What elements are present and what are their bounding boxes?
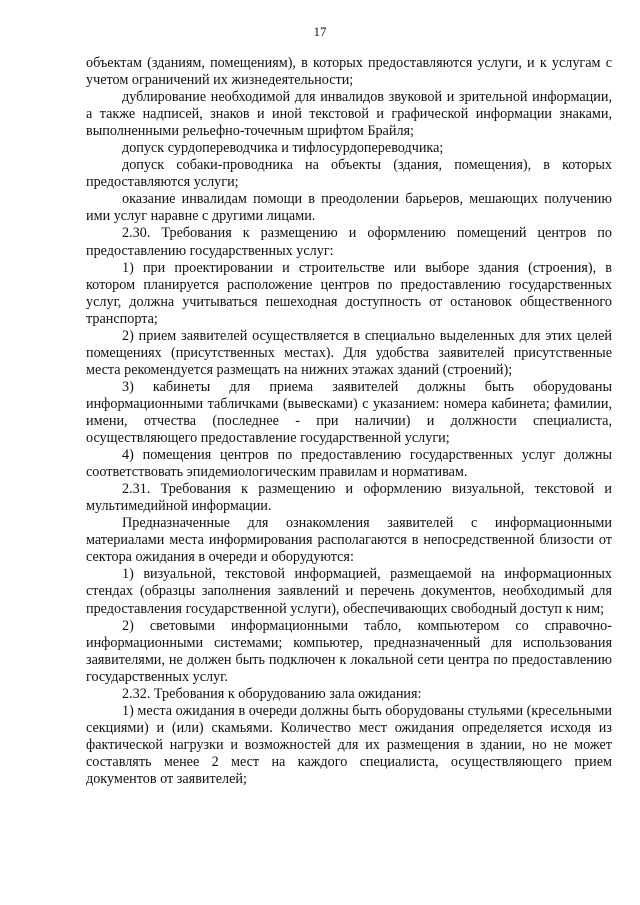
paragraph: 2) световыми информационными табло, компьютером со справочно-информационными системами; компьютер, предназначенный для использования заявителями, не должен быть подключен к локальной сети центра по предоставлению государственных услуг. [86, 617, 612, 685]
paragraph: 3) кабинеты для приема заявителей должны быть оборудованы информационными табличками (вывесками) с указанием: номера кабинета; фамилии, имени, отчества (последнее - при наличии) и должности специалиста, осуществляющего предоставление государственной услуги; [86, 378, 612, 447]
paragraph: 2) прием заявителей осуществляется в специально выделенных для этих целей помещениях (присутственных местах). Для удобства заявителей присутственные места рекомендуется размещать на нижних этажах зданий (строений); [86, 327, 612, 378]
section-heading-2-30: 2.30. Требования к размещению и оформлению помещений центров по предоставлению государственных услуг: [86, 225, 612, 259]
document-body [86, 55, 612, 788]
paragraph: 1) места ожидания в очереди должны быть оборудованы стульями (кресельными секциями) и (или) скамьями. Количество мест ожидания определяется исходя из фактической нагрузки и возможностей для их размещения в здании, но не может составлять менее 2 мест на каждого специалиста, осуществляющего прием документов от заявителей; [86, 702, 612, 787]
paragraph: объектам (зданиям, помещениям), в которых предоставляются услуги, и к услугам с учетом ограничений их жизнедеятельности; [86, 55, 612, 89]
paragraph: 4) помещения центров по предоставлению государственных услуг должны соответствовать эпидемиологическим правилам и нормативам. [86, 447, 612, 481]
paragraph: дублирование необходимой для инвалидов звуковой и зрительной информации, а также надписей, знаков и иной текстовой и графической информации знаками, выполненными рельефно-точечным шрифтом Брайля; [86, 89, 612, 140]
section-heading-2-32: 2.32. Требования к оборудованию зала ожидания: [122, 685, 422, 702]
paragraph: 1) при проектировании и строительстве или выборе здания (строения), в котором планируется расположение центров по предоставлению государственных услуг, должна учитываться пешеходная доступность от остановок общественного транспорта; [86, 259, 612, 327]
paragraph: оказание инвалидам помощи в преодолении барьеров, мешающих получению ими услуг наравне с другими лицами. [86, 191, 612, 225]
paragraph: допуск собаки-проводника на объекты (здания, помещения), в которых предоставляются услуги; [86, 157, 612, 191]
paragraph: Предназначенные для ознакомления заявителей с информационными материалами места информирования располагаются в непосредственной близости от сектора ожидания в очереди и оборудуются: [86, 515, 612, 566]
page-number: 17 [313, 24, 327, 39]
paragraph: 1) визуальной, текстовой информацией, размещаемой на информационных стендах (образцы заполнения заявлений и перечень документов, необходимый для предоставления государственной услуги), обеспечивающих свободный доступ к ним; [86, 566, 612, 617]
paragraph: допуск сурдопереводчика и тифлосурдопереводчика; [122, 140, 444, 157]
section-heading-2-31: 2.31. Требования к размещению и оформлению визуальной, текстовой и мультимедийной информации. [86, 481, 612, 515]
